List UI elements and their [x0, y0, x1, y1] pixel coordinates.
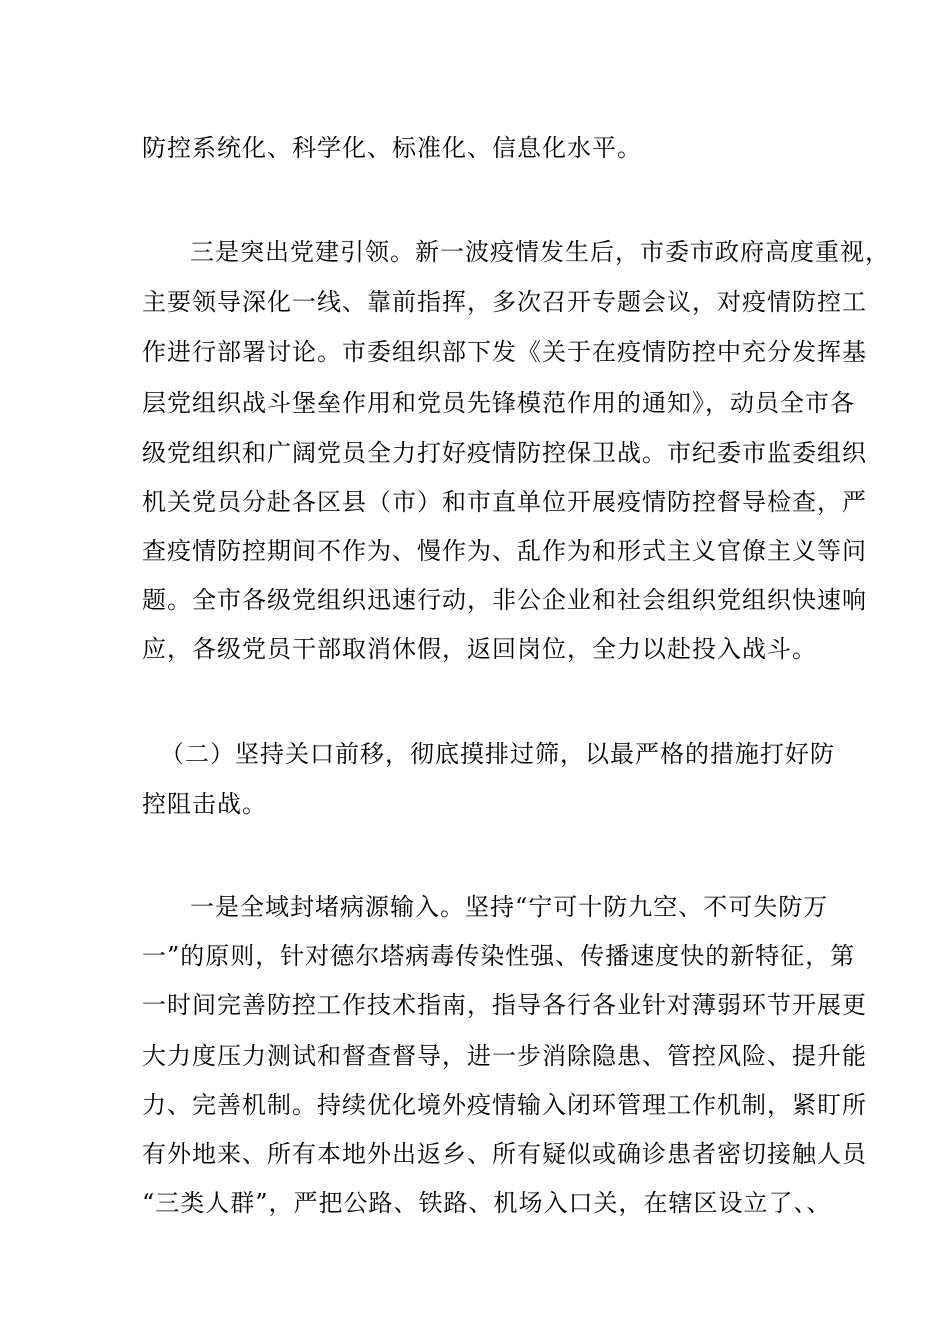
- section-heading: （二）坚持关口前移，彻底摸排过筛，以最严格的措施打好防: [160, 740, 835, 768]
- text-line: 机关党员分赴各区县（市）和市直单位开展疫情防控督导检查，严: [142, 488, 867, 516]
- text-line: 层党组织战斗堡垒作用和党员先锋模范作用的通知》，动员全市各: [142, 389, 855, 417]
- text-line: 有外地来、所有本地外出返乡、所有疑似或确诊患者密切接触人员: [142, 1140, 867, 1168]
- text-line: 一”的原则，针对德尔塔病毒传染性强、传播速度快的新特征，第: [142, 942, 856, 970]
- text-line: 主要领导深化一线、靠前指挥，多次召开专题会议，对疫情防控工: [142, 288, 867, 316]
- section-heading-continued: 控阻击战。: [142, 790, 267, 818]
- text-line: 防控系统化、科学化、标准化、信息化水平。: [142, 134, 642, 162]
- text-line: 题。全市各级党组织迅速行动，非公企业和社会组织党组织快速响: [142, 586, 867, 614]
- text-line: “三类人群”，严把公路、铁路、机场入口关，在辖区设立了、、: [142, 1189, 832, 1217]
- text-line: 力、完善机制。持续优化境外疫情输入闭环管理工作机制，紧盯所: [142, 1091, 867, 1119]
- text-line: 作进行部署讨论。市委组织部下发《关于在疫情防控中充分发挥基: [142, 338, 867, 366]
- paragraph-first-line: 三是突出党建引领。新一波疫情发生后，市委市政府高度重视，: [190, 238, 890, 266]
- text-line: 一时间完善防控工作技术指南，指导各行各业针对薄弱环节开展更: [142, 991, 867, 1019]
- text-line: 大力度压力测试和督查督导，进一步消除隐患、管控风险、提升能: [142, 1042, 867, 1070]
- paragraph-first-line: 一是全域封堵病源输入。坚持“宁可十防九空、不可失防万: [190, 893, 829, 921]
- text-line: 查疫情防控期间不作为、慢作为、乱作为和形式主义官僚主义等问: [142, 537, 867, 565]
- text-line: 级党组织和广阔党员全力打好疫情防控保卫战。市纪委市监委组织: [142, 439, 867, 467]
- text-line: 应，各级党员干部取消休假，返回岗位，全力以赴投入战斗。: [142, 635, 817, 663]
